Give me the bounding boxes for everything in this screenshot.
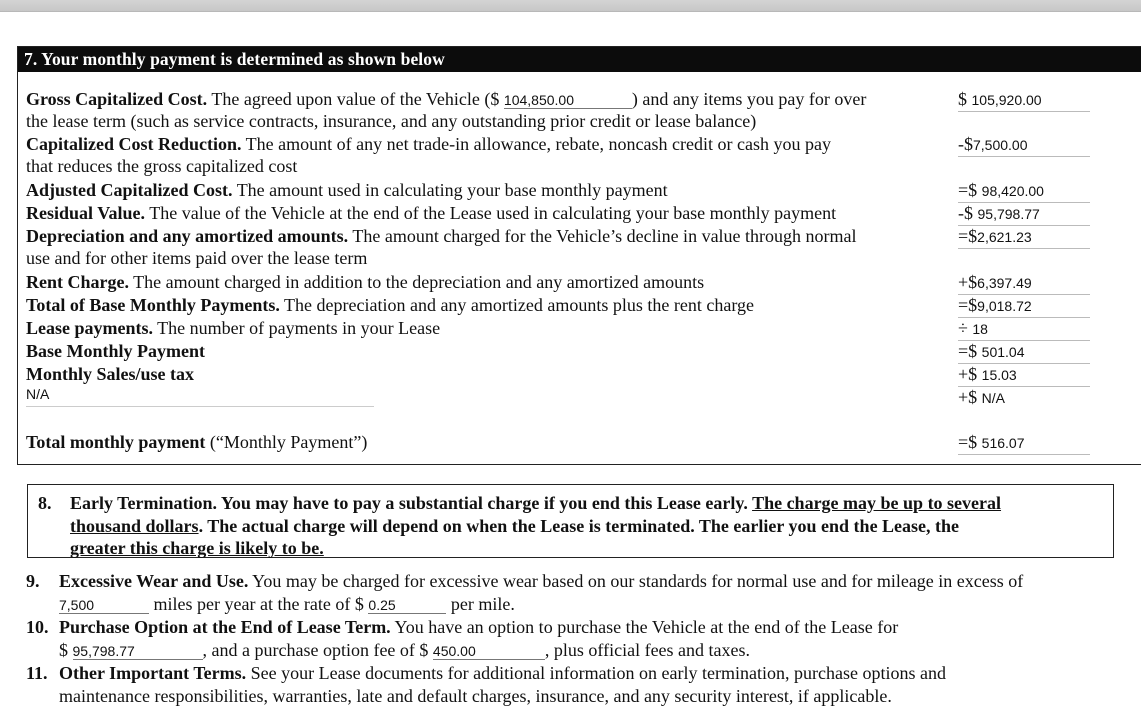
depreciation-amount[interactable]: =$2,621.23 bbox=[958, 225, 1090, 249]
purchase-fee-field[interactable]: 450.00 bbox=[433, 643, 545, 660]
section-7-title: 7. Your monthly payment is determined as shown below bbox=[24, 49, 445, 69]
residual-value-amount[interactable]: -$ 95,798.77 bbox=[958, 202, 1090, 226]
gross-cap-cost-amount[interactable]: $ 105,920.00 bbox=[958, 88, 1090, 112]
lease-payments-count[interactable]: ÷ 18 bbox=[958, 317, 1090, 341]
purchase-option-line1: Purchase Option at the End of Lease Term. You have an option to purchase the Vehicle at the end of the Lease for bbox=[59, 617, 899, 637]
cap-cost-reduction-amount[interactable]: -$7,500.00 bbox=[958, 133, 1090, 157]
adjusted-cap-cost-amount[interactable]: =$ 98,420.00 bbox=[958, 179, 1090, 203]
base-monthly-payment-amount[interactable]: =$ 501.04 bbox=[958, 340, 1090, 364]
total-base-payments-line: Total of Base Monthly Payments. The depreciation and any amortized amounts plus the rent charge bbox=[26, 295, 755, 315]
other-charge-description-field[interactable]: N/A bbox=[26, 386, 374, 407]
total-monthly-payment-amount[interactable]: =$ 516.07 bbox=[958, 431, 1090, 455]
adjusted-cap-cost-line: Adjusted Capitalized Cost. The amount used in calculating your base monthly payment bbox=[26, 180, 668, 200]
section-11-number: 11. bbox=[26, 663, 48, 683]
gross-cap-cost-line: Gross Capitalized Cost. The agreed upon value of the Vehicle ($ 104,850.00 ) and any items you pay for over bbox=[26, 89, 867, 109]
early-termination-line2: thousand dollars. The actual charge will depend on when the Lease is terminated. The earlier you end the Lease, the bbox=[70, 516, 960, 536]
cap-cost-reduction-line: Capitalized Cost Reduction. The amount of any net trade-in allowance, rebate, noncash credit or cash you pay bbox=[26, 134, 831, 154]
residual-value-line: Residual Value. The value of the Vehicle at the end of the Lease used in calculating your base monthly payment bbox=[26, 203, 837, 223]
monthly-sales-tax-line: Monthly Sales/use tax bbox=[26, 364, 195, 384]
purchase-option-line2: $ 95,798.77 , and a purchase option fee of $ 450.00 , plus official fees and taxes. bbox=[59, 640, 751, 660]
gross-cap-cost-label: Gross Capitalized Cost. bbox=[26, 89, 208, 109]
gross-cap-cost-line2: the lease term (such as service contracts, insurance, and any outstanding prior credit or lease balance) bbox=[26, 111, 757, 131]
depreciation-line2: use and for other items paid over the lease term bbox=[26, 248, 368, 268]
lease-payments-line: Lease payments. The number of payments in your Lease bbox=[26, 318, 441, 338]
depreciation-line: Depreciation and any amortized amounts. The amount charged for the Vehicle’s decline in value through normal bbox=[26, 226, 857, 246]
cap-cost-reduction-line2: that reduces the gross capitalized cost bbox=[26, 156, 298, 176]
early-termination-line3: greater this charge is likely to be. bbox=[70, 538, 324, 558]
section-8-number: 8. bbox=[38, 493, 52, 513]
section-7-header bbox=[18, 47, 1141, 72]
monthly-sales-tax-amount[interactable]: +$ 15.03 bbox=[958, 363, 1090, 387]
window-top-bar bbox=[0, 0, 1141, 12]
rent-charge-amount[interactable]: +$6,397.49 bbox=[958, 271, 1090, 295]
excessive-wear-line1: Excessive Wear and Use. You may be charged for excessive wear based on our standards for normal use and for mileage in excess of bbox=[59, 571, 1024, 591]
other-terms-line1: Other Important Terms. See your Lease documents for additional information on early termination, purchase options and bbox=[59, 663, 946, 683]
excess-rate-field[interactable]: 0.25 bbox=[368, 597, 446, 614]
excessive-wear-line2: 7,500 miles per year at the rate of $ 0.25 per mile. bbox=[59, 594, 515, 614]
section-9-number: 9. bbox=[26, 571, 40, 591]
other-charge-amount[interactable]: +$ N/A bbox=[958, 387, 1005, 407]
vehicle-value-field[interactable]: 104,850.00 bbox=[504, 92, 632, 109]
rent-charge-line: Rent Charge. The amount charged in addition to the depreciation and any amortized amounts bbox=[26, 272, 705, 292]
excess-miles-field[interactable]: 7,500 bbox=[59, 597, 149, 614]
section-10-number: 10. bbox=[26, 617, 49, 637]
early-termination-line1: Early Termination. You may have to pay a substantial charge if you end this Lease early. The charge may be up to several bbox=[70, 493, 1002, 513]
purchase-price-field[interactable]: 95,798.77 bbox=[73, 643, 203, 660]
base-monthly-payment-line: Base Monthly Payment bbox=[26, 341, 205, 361]
total-base-payments-amount[interactable]: =$9,018.72 bbox=[958, 294, 1090, 318]
total-monthly-payment-line: Total monthly payment (“Monthly Payment”) bbox=[26, 432, 368, 452]
other-terms-line2: maintenance responsibilities, warranties, late and default charges, insurance, and any security interest, if applicable. bbox=[59, 686, 892, 706]
